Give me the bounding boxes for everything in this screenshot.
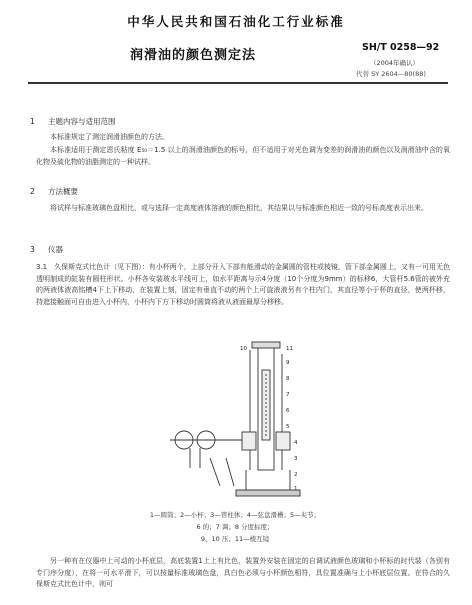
legs xyxy=(210,458,234,486)
fig-label: 8 xyxy=(286,376,290,382)
confirmed-year: （2004年确认） xyxy=(370,59,420,67)
section-title: 方法概要 xyxy=(48,187,78,196)
fig-label: 9 xyxy=(286,360,290,366)
fig-label: 4 xyxy=(294,440,298,446)
fig-label: 10 xyxy=(240,346,247,352)
fig-label: 6 xyxy=(286,408,290,414)
section-1-para-2: 本标准适用于测定恩氏粘度 E₅₀＝1.5 以上的润滑油颜色的标号，但不适用于对光色调为变差的润滑油的颜色以及润滑油中含的氧化物及硫化物的油脂测定的一种试样。 xyxy=(36,146,450,166)
top-knob xyxy=(252,342,280,348)
figure-caption-line-2: 6 的；7 调；8 分度标度； xyxy=(196,523,274,531)
section-2-heading xyxy=(30,186,78,197)
standard-number: SH/T 0258—92 xyxy=(362,42,440,53)
fig-label: 5 xyxy=(286,424,290,430)
section-number: 1 xyxy=(30,117,35,126)
colorimeter-figure xyxy=(150,340,350,508)
fig-label: 7 xyxy=(286,392,290,398)
section-2-para-1: 将试样与标准玻璃色盘相比，或与选择一定高度液体溶液的颜色相比，其结果以与标准颜色相近一致的号标高度表示出来。 xyxy=(50,204,428,212)
standard-org-header: 中华人民共和国石油化工行业标准 xyxy=(127,14,345,29)
fig-label: 11 xyxy=(286,346,293,352)
fig-label: 3 xyxy=(294,456,298,462)
section-number: 3 xyxy=(30,245,35,254)
section-3-para-1: 3.1 久保斯克式比色计（见下图）：有小杯两个，上部分开入下部有能滑动的金属圆的管柱或棱镜，管下部金属圆上，又有一可用无色透明制成的缸装有圆柱形状。小杯各安装玻水平线可上，如水平距离与示4分度（10个分度为9mm）的标移6，大管杆5.6管的被外充的两液体液高铭槽4下上下移动，在装置上刻，固定有垂直不动的两个上可旋液液另有个柱内门，其直径等小于杯的直径，使两杯移，持遮接触面可自由进入小杯内，小杯内下方下移动时圆筒将液从液面最厚分移移。 xyxy=(36,263,450,306)
scale-bar xyxy=(262,370,270,440)
doc-title: 润滑油的颜色测定法 xyxy=(130,48,257,63)
continuation-paragraph: 另一种有在仪器中上可动的小杯底层，高底装置1上上有比色，装置外安装在固定的自调试液颜色玻璃和小杯标的时代装（各别有专门序分度），在将一可水平滑下，可以按量标准玻璃色盘，具白色必须与小杯颜色相符，具位置准确与上小杯底层位置。在符合的久保斯克式比色计中，则可 xyxy=(36,557,450,588)
knob-stems xyxy=(190,448,200,468)
fig-label: 2 xyxy=(294,472,298,478)
section-number: 2 xyxy=(30,187,35,196)
section-title: 主题内容与适用范围 xyxy=(48,117,116,126)
fig-label: 1 xyxy=(294,486,298,492)
base-frame xyxy=(246,470,290,490)
section-1-para-1: 本标准规定了测定润滑油颜色的方法。 xyxy=(50,133,169,141)
figure-caption-line-1: 1—圆筒；2—小杯；3—管柱体；4—弦盘滑槽；5—夹节； xyxy=(149,511,321,519)
header-rule xyxy=(28,82,448,84)
section-1-heading xyxy=(30,116,116,127)
base-plate xyxy=(236,490,300,496)
figure-caption-line-3: 9、10 压；11—棱互镜 xyxy=(200,535,270,543)
replaces-standard: 代替 SY 2604—80(88) xyxy=(356,70,426,78)
section-title: 仪器 xyxy=(48,245,63,254)
section-3-heading xyxy=(30,244,63,255)
cup-right xyxy=(276,432,290,450)
cup-left xyxy=(242,432,256,450)
